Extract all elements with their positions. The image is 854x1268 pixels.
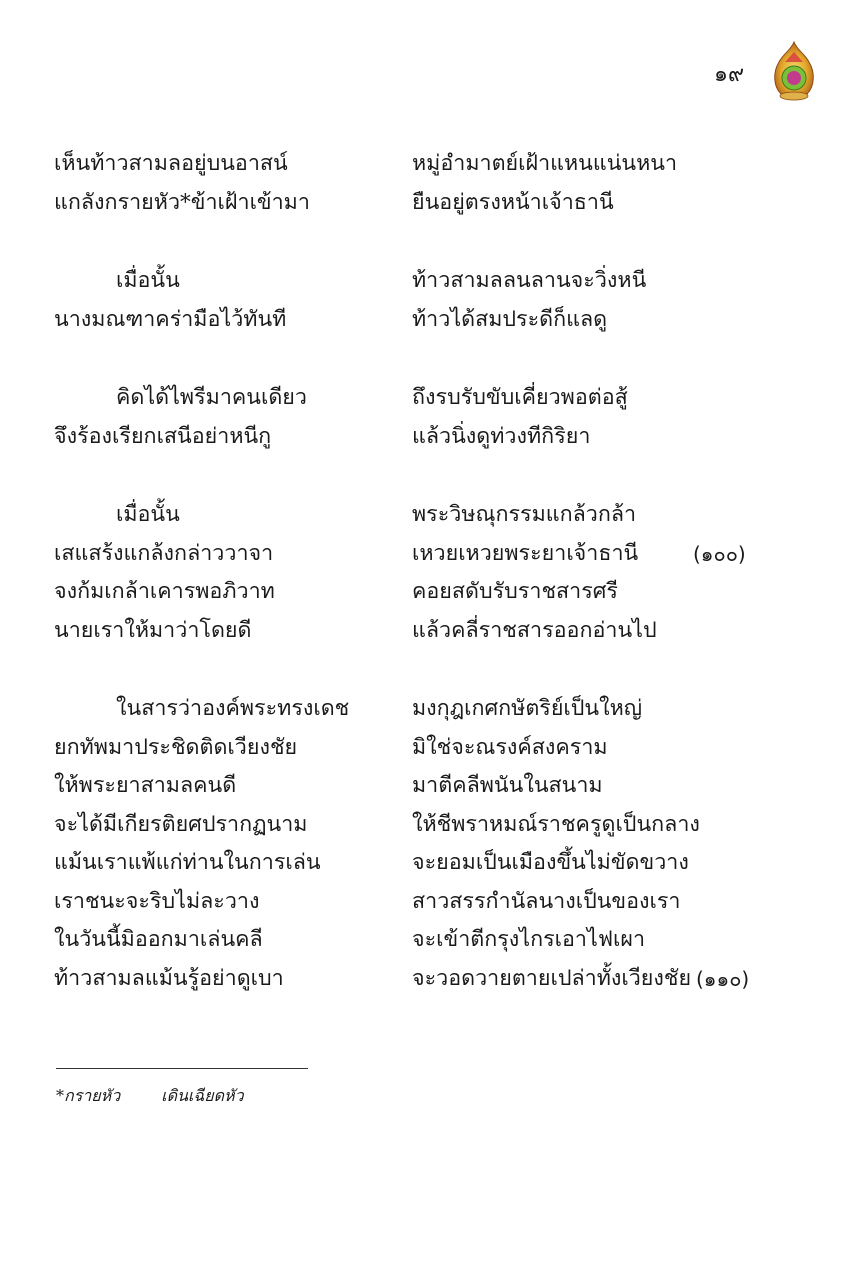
verse-right: ให้ชีพราหมณ์ราชครูดูเป็นกลาง <box>412 811 700 837</box>
page-number: ๑๙ <box>714 62 745 87</box>
verse-line <box>0 690 854 729</box>
verse-left: เมื่อนั้น <box>116 502 180 527</box>
verse-line <box>0 844 854 883</box>
verse-right: มาตีคลีพนันในสนาม <box>412 773 603 798</box>
verse-line <box>0 612 854 651</box>
footnote-term: *กรายหัว <box>56 1086 121 1105</box>
verse-line <box>0 921 854 960</box>
royal-emblem-icon <box>771 40 817 102</box>
verse-left: เราชนะจะริบไม่ละวาง <box>54 888 260 914</box>
stanza <box>0 379 854 456</box>
verse-left: ยกทัพมาประชิดติดเวียงชัย <box>54 734 298 760</box>
verse-line <box>0 301 854 340</box>
verse-left: จึงร้องเรียกเสนีอย่าหนีกู <box>54 423 272 449</box>
stanza <box>0 145 854 222</box>
verse-left: นางมณฑาคร่ามือไว้ทันที <box>54 306 287 332</box>
verse-left: แม้นเราแพ้แก่ท่านในการเล่น <box>54 850 321 875</box>
footnote <box>56 1084 244 1109</box>
verse-right: ท้าวได้สมประดีก็แลดู <box>412 306 608 332</box>
verse-left: เสแสร้งแกล้งกล่าววาจา <box>54 540 274 566</box>
verse-right: ถึงรบรับขับเคี่ยวพอต่อสู้ <box>412 385 628 410</box>
verse-right: มิใช่จะณรงค์สงคราม <box>412 734 608 760</box>
verse-line <box>0 960 854 999</box>
verse-line <box>0 418 854 457</box>
verse-line <box>0 767 854 806</box>
verse-line <box>0 496 854 535</box>
verse-line <box>0 262 854 301</box>
verse-left: ในวันนี้มิออกมาเล่นคลี <box>54 927 263 952</box>
footnote-divider <box>56 1068 308 1069</box>
verse-right: พระวิษณุกรรมแกล้วกล้า <box>412 502 637 527</box>
verse-right: เหวยเหวยพระยาเจ้าธานี <box>412 540 639 566</box>
verse-right: จะวอดวายตายเปล่าทั้งเวียงชัย <box>412 965 692 991</box>
stanza <box>0 690 854 998</box>
verse-line <box>0 145 854 184</box>
verse-right: มงกุฎเกศกษัตริย์เป็นใหญ่ <box>412 696 643 721</box>
verse-line <box>0 729 854 768</box>
verse-right: คอยสดับรับราชสารศรี <box>412 579 618 604</box>
verse-left: เมื่อนั้น <box>116 268 180 293</box>
verse-right: ยืนอยู่ตรงหน้าเจ้าธานี <box>412 189 614 215</box>
verse-right: สาวสรรกำนัลนางเป็นของเรา <box>412 888 681 914</box>
verse-left: คิดได้ไพรีมาคนเดียว <box>116 385 307 410</box>
verse-left: ท้าวสามลแม้นรู้อย่าดูเบา <box>54 965 284 991</box>
verse-right: จะยอมเป็นเมืองขึ้นไม่ขัดขวาง <box>412 850 689 875</box>
footnote-definition: เดินเฉียดหัว <box>161 1086 244 1105</box>
verse-left: จงก้มเกล้าเคารพอภิวาท <box>54 579 275 604</box>
verse-number: (๑๑๐) <box>696 966 750 991</box>
verse-left: แกลังกรายหัว*ข้าเฝ้าเข้ามา <box>54 189 310 215</box>
verse-left: นายเราให้มาว่าโดยดี <box>54 617 252 643</box>
verse-left: ให้พระยาสามลคนดี <box>54 773 237 798</box>
verse-left: จะได้มีเกียรติยศปรากฏนาม <box>54 811 308 837</box>
verse-left: เห็นท้าวสามลอยู่บนอาสน์ <box>54 151 288 176</box>
verse-right: หมู่อำมาตย์เฝ้าแหนแน่นหนา <box>412 151 678 176</box>
verse-line <box>0 535 854 574</box>
verse-right: จะเข้าตีกรุงไกรเอาไฟเผา <box>412 927 646 952</box>
verse-right: แล้วคลี่ราชสารออกอ่านไป <box>412 617 657 643</box>
verse-number: (๑๐๐) <box>693 541 746 566</box>
stanza <box>0 262 854 339</box>
verse-right: แล้วนิ่งดูท่วงทีกิริยา <box>412 423 591 449</box>
verse-line <box>0 806 854 845</box>
verse-right: ท้าวสามลลนลานจะวิ่งหนี <box>412 268 647 293</box>
verse-line <box>0 883 854 922</box>
verse-left: ในสารว่าองค์พระทรงเดช <box>116 696 350 721</box>
verse-line <box>0 184 854 223</box>
verse-line <box>0 379 854 418</box>
verse-line <box>0 573 854 612</box>
stanza <box>0 496 854 650</box>
